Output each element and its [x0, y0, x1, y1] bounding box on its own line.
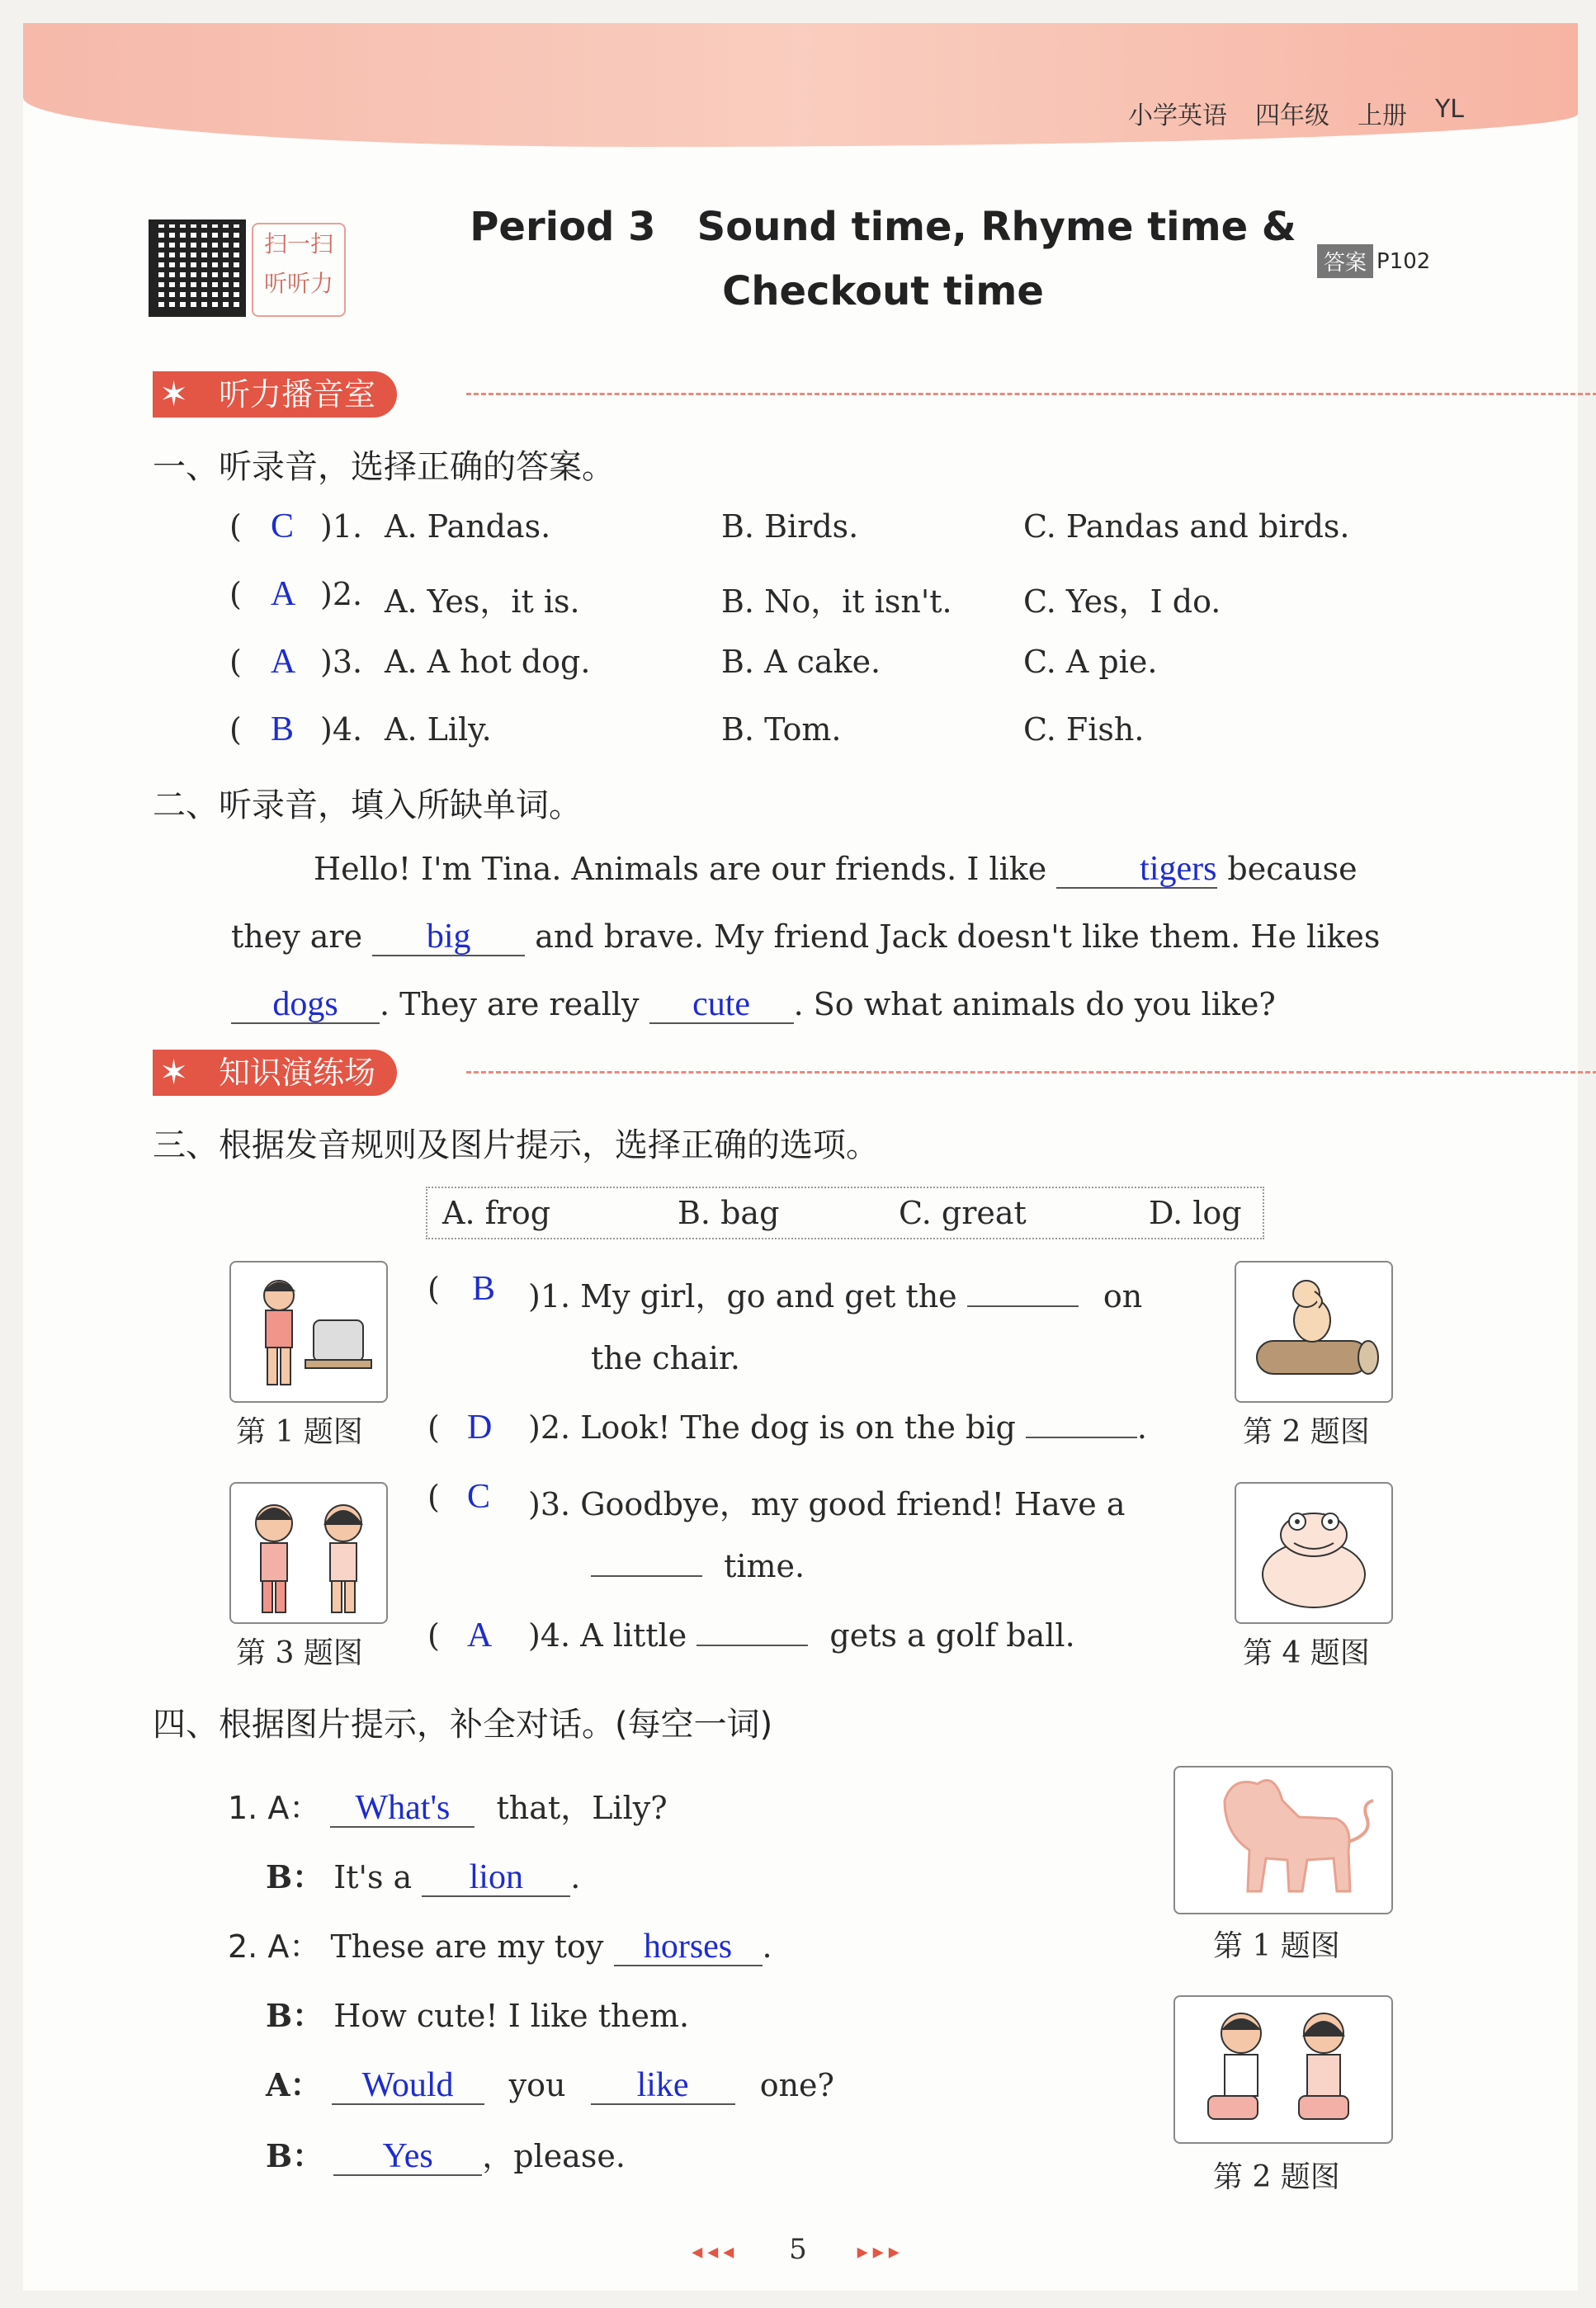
answer-letter[interactable]: A — [467, 1617, 493, 1654]
text: one? — [759, 2067, 834, 2103]
answer-blank[interactable]: tigers — [1056, 851, 1217, 889]
text: A little — [580, 1617, 687, 1654]
option-c: C. Yes，I do. — [1023, 583, 1221, 620]
star-icon: ✶ — [159, 1052, 189, 1093]
answer-blank[interactable]: dogs — [231, 986, 380, 1024]
grade: 四年级 — [1254, 101, 1329, 130]
answer-blank[interactable] — [1026, 1437, 1137, 1438]
section-title: 听力播音室 — [219, 376, 376, 413]
number: )3. — [528, 1486, 571, 1522]
edition: YL — [1434, 95, 1464, 124]
speaker: 1. A： — [228, 1790, 321, 1826]
caption: 第 2 题图 — [1243, 1415, 1370, 1449]
subject: 小学英语 — [1127, 101, 1227, 130]
paren: ( — [427, 1409, 440, 1446]
q2-passage — [231, 835, 1469, 1038]
text: ，please. — [482, 2138, 626, 2174]
section-listening — [153, 371, 397, 418]
answer-letter[interactable]: C — [467, 1478, 491, 1516]
text: gets a golf ball. — [829, 1617, 1075, 1654]
text: . So what animals do you like? — [793, 986, 1276, 1022]
volume: 上册 — [1357, 101, 1407, 130]
option-b: B. Birds. — [721, 508, 859, 545]
option-box — [426, 1187, 1264, 1239]
answer-letter[interactable]: B — [271, 710, 295, 748]
answer-blank[interactable]: big — [372, 918, 525, 956]
option: B. bag — [678, 1195, 780, 1231]
paren: ( — [427, 1617, 440, 1654]
page-title — [429, 195, 1337, 323]
paren: ( — [229, 576, 242, 612]
paren: ( — [229, 508, 242, 545]
answer-blank[interactable]: Would — [332, 2067, 484, 2105]
question-number: )2. — [320, 576, 363, 612]
q3-heading: 三、根据发音规则及图片提示，选择正确的选项。 — [153, 1126, 879, 1164]
answer-blank[interactable]: cute — [649, 986, 794, 1024]
answer-blank[interactable]: lion — [422, 1859, 570, 1897]
option-c: C. Fish. — [1023, 711, 1145, 748]
answer-blank[interactable]: Yes — [333, 2138, 482, 2176]
prev-arrows-icon[interactable]: ◂◂◂ — [692, 2240, 739, 2264]
q2-heading: 二、听录音，填入所缺单词。 — [153, 786, 582, 824]
text: they are — [231, 918, 363, 955]
answer-blank[interactable] — [967, 1305, 1079, 1307]
text: . — [1136, 1409, 1148, 1446]
text: . — [570, 1859, 581, 1895]
option-b: B. No，it isn't. — [721, 583, 952, 620]
q3-item-4 — [528, 1617, 1075, 1654]
picture-two-friends — [229, 1482, 388, 1624]
answer-letter[interactable]: C — [271, 507, 295, 545]
answer-letter[interactable]: A — [271, 643, 296, 681]
q3-item-1 — [528, 1271, 1142, 1316]
paren: ( — [427, 1271, 440, 1307]
option-a: A. Lily. — [385, 711, 492, 748]
answer-letter[interactable]: D — [467, 1409, 493, 1447]
option-a: A. Pandas. — [385, 508, 551, 545]
dialog-line-4 — [266, 1990, 689, 2036]
q3-item-1-line2: the chair. — [591, 1340, 740, 1376]
dialog-line-2 — [266, 1852, 580, 1897]
option-c: C. A pie. — [1023, 644, 1158, 680]
qr-code-icon[interactable] — [149, 219, 246, 317]
speaker: B： — [266, 1858, 324, 1895]
section-title: 知识演练场 — [219, 1055, 376, 1091]
divider — [466, 393, 1596, 395]
section-practice — [153, 1050, 397, 1096]
text: . — [762, 1928, 772, 1965]
text: and brave. My friend Jack doesn't like them. He likes — [535, 918, 1381, 955]
text: . They are really — [380, 986, 640, 1022]
number: )4. — [528, 1617, 571, 1654]
option-a: A. Yes，it is. — [385, 583, 580, 620]
text: because — [1227, 851, 1358, 887]
picture-toy-horses — [1173, 1995, 1393, 2144]
divider — [466, 1071, 1596, 1074]
option: A. frog — [442, 1195, 551, 1231]
answer-letter[interactable]: A — [271, 575, 296, 613]
text: My girl，go and get the — [580, 1278, 957, 1314]
option: C. great — [899, 1195, 1027, 1231]
text: How cute! I like them. — [333, 1998, 690, 2034]
dialog-line-3 — [228, 1921, 772, 1966]
option-b: B. Tom. — [721, 711, 842, 748]
answer-blank[interactable] — [591, 1575, 702, 1577]
answer-blank[interactable]: What's — [330, 1790, 475, 1828]
answer-blank[interactable]: like — [591, 2067, 735, 2105]
caption: 第 3 题图 — [236, 1636, 363, 1670]
answer-tag: 答案 — [1317, 244, 1373, 278]
page-number: 5 — [789, 2233, 807, 2266]
book-info — [1128, 95, 1464, 131]
answer-page: P102 — [1376, 248, 1431, 274]
page-footer — [0, 2233, 1596, 2266]
text: that，Lily? — [496, 1790, 668, 1826]
picture-lion — [1173, 1766, 1393, 1914]
text: time. — [724, 1548, 805, 1584]
q1-heading: 一、听录音，选择正确的答案。 — [153, 448, 615, 486]
q3-item-3-line2 — [591, 1548, 805, 1584]
q4-heading: 四、根据图片提示，补全对话。(每空一词) — [153, 1706, 773, 1744]
speaker: B： — [266, 2137, 324, 2174]
option-b: B. A cake. — [721, 644, 881, 680]
picture-girl-bag — [229, 1261, 388, 1403]
dialog-line-5 — [266, 2060, 834, 2105]
qr-label: 扫一扫 听听力 — [252, 223, 346, 317]
question-number: )4. — [320, 711, 363, 748]
text: Look! The dog is on the big — [580, 1409, 1016, 1446]
text: These are my toy — [330, 1928, 604, 1965]
answer-letter[interactable]: B — [472, 1270, 496, 1308]
answer-reference[interactable] — [1317, 244, 1430, 278]
speaker: 2. A： — [228, 1928, 321, 1965]
title-line-2: Checkout time — [722, 268, 1044, 314]
option-a: A. A hot dog. — [385, 644, 591, 680]
paren: ( — [229, 711, 242, 748]
text: on — [1103, 1278, 1143, 1314]
star-icon: ✶ — [159, 374, 189, 414]
answer-blank[interactable] — [696, 1645, 808, 1646]
option-c: C. Pandas and birds. — [1023, 508, 1350, 545]
question-number: )1. — [320, 508, 363, 545]
number: )1. — [528, 1278, 571, 1314]
text: Goodbye，my good friend! Have a — [580, 1486, 1126, 1522]
text: It's a — [333, 1859, 413, 1895]
paren: ( — [229, 644, 242, 680]
caption: 第 4 题图 — [1243, 1636, 1370, 1670]
dialog-line-6 — [266, 2131, 626, 2176]
answer-blank[interactable]: horses — [614, 1928, 763, 1966]
speaker: B： — [266, 1997, 324, 2034]
q3-item-3 — [528, 1479, 1125, 1524]
question-number: )3. — [320, 644, 363, 680]
picture-dog-log — [1235, 1261, 1393, 1403]
text: Hello! I'm Tina. Animals are our friends. I like — [314, 851, 1047, 887]
number: )2. — [528, 1409, 571, 1446]
q3-item-2 — [528, 1409, 1147, 1446]
title-line-1: Period 3 Sound time, Rhyme time & — [470, 204, 1296, 250]
caption: 第 1 题图 — [1213, 1929, 1340, 1963]
caption: 第 1 题图 — [236, 1415, 363, 1449]
dialog-line-1 — [228, 1782, 668, 1828]
next-arrows-icon[interactable]: ▸▸▸ — [857, 2240, 904, 2264]
picture-frog — [1235, 1482, 1393, 1624]
paren: ( — [427, 1479, 440, 1515]
caption: 第 2 题图 — [1213, 2160, 1340, 2194]
option: D. log — [1149, 1195, 1242, 1231]
text: you — [508, 2067, 566, 2103]
speaker: A： — [266, 2066, 322, 2103]
